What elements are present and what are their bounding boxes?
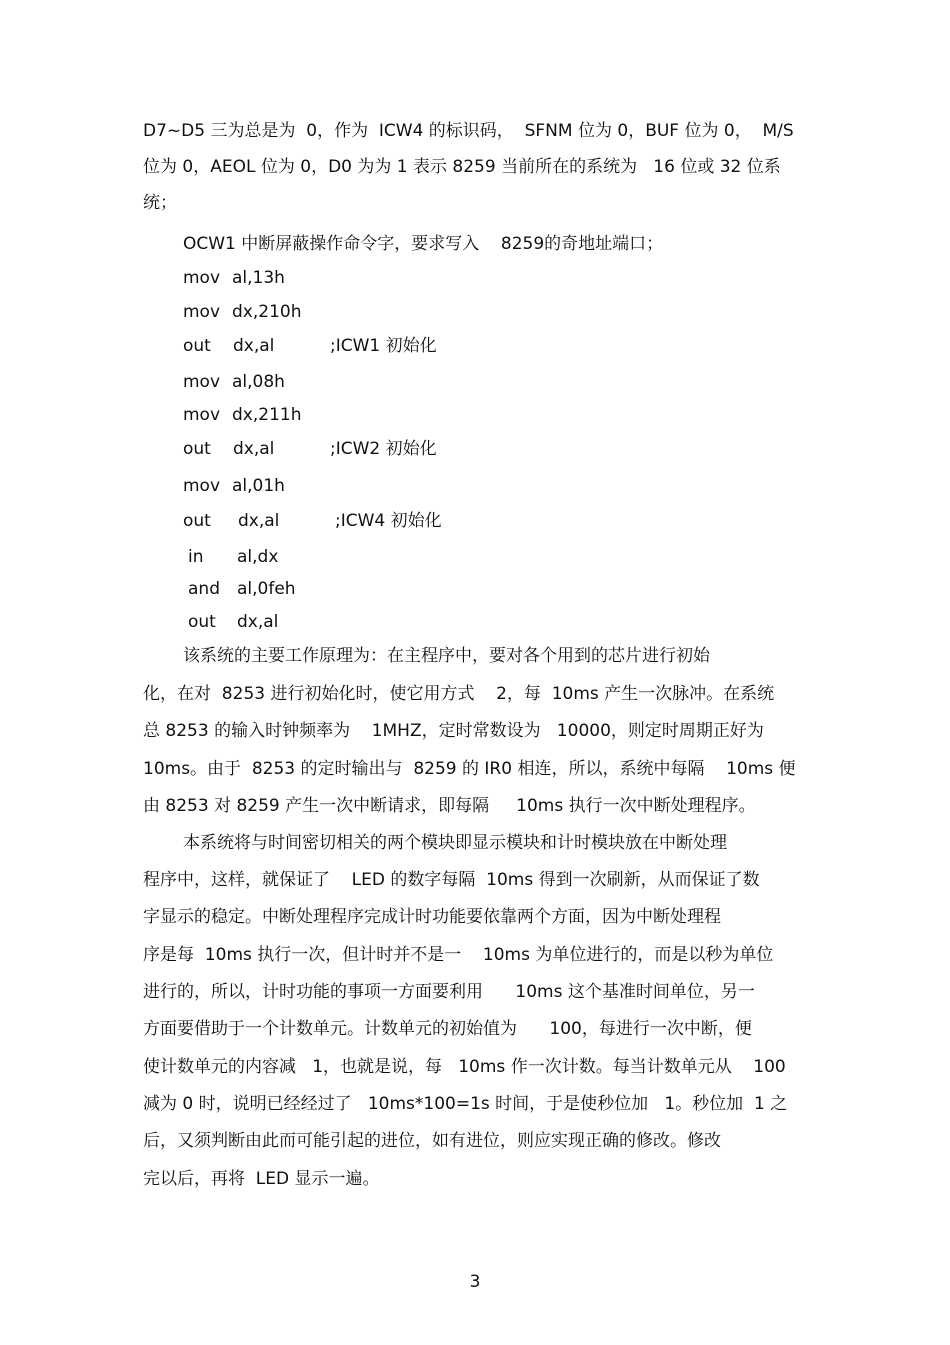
paragraph-line: 后，又须判断由此而可能引起的进位，如有进位，则应实现正确的修改。修改 (143, 1131, 721, 1151)
paragraph-line: 方面要借助于一个计数单元。计数单元的初始值为 100，每进行一次中断，便 (143, 1019, 752, 1039)
paragraph-line: 化，在对 8253 进行初始化时，使它用方式 2，每 10ms 产生一次脉冲。在系统 (143, 684, 775, 704)
paragraph-line: 程序中，这样，就保证了 LED 的数字每隔 10ms 得到一次刷新，从而保证了数 (143, 870, 760, 890)
paragraph-line: 由 8253 对 8259 产生一次中断请求，即每隔 10ms 执行一次中断处理程序。 (143, 796, 756, 816)
code-args: dx,al (233, 336, 275, 356)
code-args: al,dx (237, 547, 279, 567)
code-args: dx,210h (232, 302, 302, 322)
paragraph-line: 总 8253 的输入时钟频率为 1MHZ，定时常数设为 10000，则定时周期正好为 (143, 721, 764, 741)
code-op: out (183, 439, 211, 459)
code-args: al,13h (232, 268, 285, 288)
intro-line-2: 位为 0，AEOL 位为 0，D0 为为 1 表示 8259 当前所在的系统为 16 位或 32 位系 (143, 157, 781, 177)
paragraph-line: 序是每 10ms 执行一次，但计时并不是一 10ms 为单位进行的，而是以秒为单位 (143, 945, 774, 965)
code-op: and (188, 579, 220, 599)
paragraph-line: 减为 0 时，说明已经经过了 10ms*100=1s 时间，于是使秒位加 1。秒位加 1 之 (143, 1094, 788, 1114)
code-op: in (188, 547, 204, 567)
code-comment: ;ICW1 初始化 (330, 336, 437, 356)
paragraph-line: 字显示的稳定。中断处理程序完成计时功能要依靠两个方面，因为中断处理程 (143, 907, 721, 927)
code-args: al,01h (232, 476, 285, 496)
intro-line-1: D7~D5 三为总是为 0，作为 ICW4 的标识码， SFNM 位为 0，BUF 位为 0， M/S (143, 121, 794, 141)
paragraph-line: 进行的，所以，计时功能的事项一方面要利用 10ms 这个基准时间单位，另一 (143, 982, 755, 1002)
code-comment: ;ICW2 初始化 (330, 439, 437, 459)
code-op: mov (183, 268, 221, 288)
paragraph-line: 完以后，再将 LED 显示一遍。 (143, 1169, 380, 1189)
code-args: dx,al (238, 511, 280, 531)
code-op: mov (183, 405, 221, 425)
page-number: 3 (469, 1272, 481, 1292)
code-op: mov (183, 302, 221, 322)
paragraph-line: 使计数单元的内容减 1，也就是说，每 10ms 作一次计数。每当计数单元从 100 (143, 1057, 786, 1077)
code-args: al,08h (232, 372, 285, 392)
code-args: al,0feh (237, 579, 296, 599)
ocw1-description: OCW1 中断屏蔽操作命令字，要求写入 8259的奇地址端口； (183, 234, 664, 254)
code-comment: ;ICW4 初始化 (335, 511, 442, 531)
code-args: dx,al (233, 439, 275, 459)
code-op: out (183, 511, 211, 531)
paragraph-line: 该系统的主要工作原理为：在主程序中，要对各个用到的芯片进行初始 (183, 646, 710, 666)
paragraph-line: 10ms。由于 8253 的定时输出与 8259 的 IR0 相连，所以，系统中每隔 10ms 便 (143, 759, 796, 779)
paragraph-line: 本系统将与时间密切相关的两个模块即显示模块和计时模块放在中断处理 (183, 833, 727, 853)
code-op: out (188, 612, 216, 632)
code-args: dx,211h (232, 405, 302, 425)
code-op: mov (183, 372, 221, 392)
intro-line-3: 统； (143, 193, 177, 213)
code-op: mov (183, 476, 221, 496)
code-args: dx,al (237, 612, 279, 632)
code-op: out (183, 336, 211, 356)
